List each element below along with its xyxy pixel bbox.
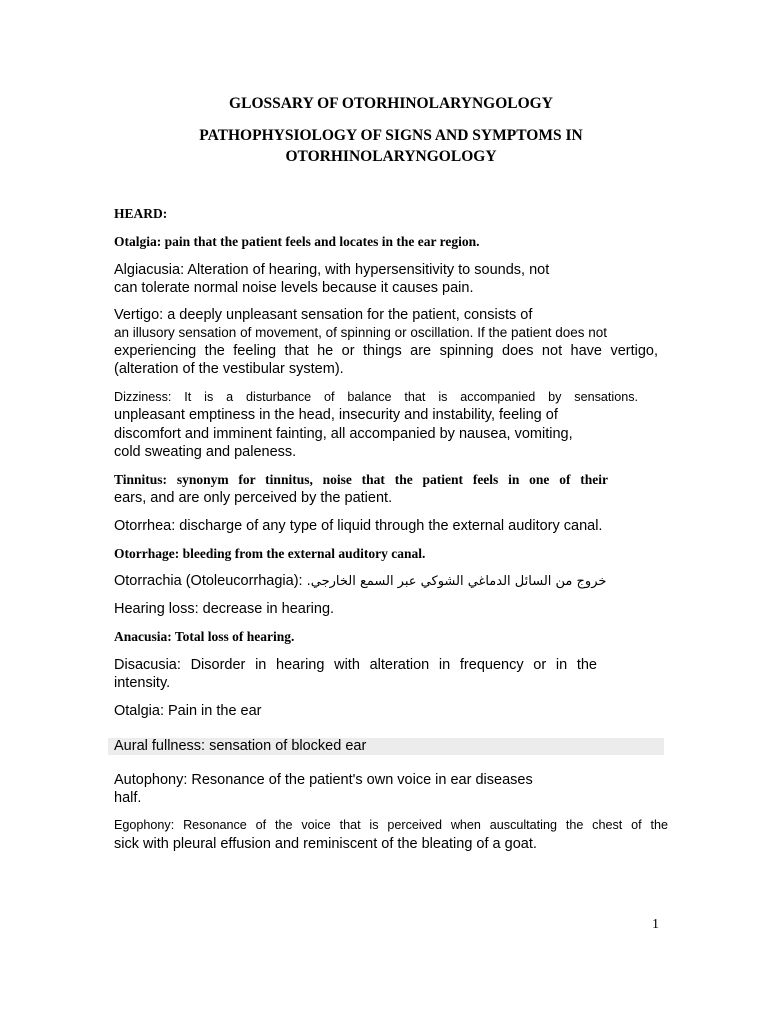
entry-algiacusia-line-2: can tolerate normal noise levels because it causes pain.: [114, 280, 474, 296]
entry-otorrhea: Otorrhea: discharge of any type of liquid through the external auditory canal.: [114, 518, 603, 534]
entry-aural-fullness: Aural fullness: sensation of blocked ear: [114, 738, 367, 754]
document-subtitle-line-1: PATHOPHYSIOLOGY OF SIGNS AND SYMPTOMS IN: [199, 127, 583, 144]
entry-vertigo-line-2: an illusory sensation of movement, of spinning or oscillation. If the patient does not: [114, 325, 608, 340]
entry-otalgia-2: Otalgia: Pain in the ear: [114, 703, 262, 719]
document-title: GLOSSARY OF OTORHINOLARYNGOLOGY: [229, 95, 553, 112]
entry-vertigo-line-3: experiencing the feeling that he or things are spinning does not have vertigo,: [114, 343, 658, 359]
section-heading: HEARD:: [114, 206, 168, 221]
otorrachia-label: Otorrachia (Otoleucorrhagia):: [114, 573, 303, 589]
entry-dizziness-line-2: unpleasant emptiness in the head, insecurity and instability, feeling of: [114, 407, 558, 423]
entry-hearing-loss: Hearing loss: decrease in hearing.: [114, 601, 335, 617]
entry-otorrhage: Otorrhage: bleeding from the external auditory canal.: [114, 546, 426, 561]
entry-otalgia: Otalgia: pain that the patient feels and locates in the ear region.: [114, 234, 480, 249]
entry-disacusia-line-2: intensity.: [114, 675, 171, 691]
entry-egophony-line-1: Egophony: Resonance of the voice that is perceived when auscultating the chest of the: [114, 818, 668, 832]
entry-autophony-line-2: half.: [114, 790, 142, 806]
entry-dizziness-line-3: discomfort and imminent fainting, all accompanied by nausea, vomiting,: [114, 426, 573, 442]
document-subtitle-line-2: OTORHINOLARYNGOLOGY: [285, 148, 497, 165]
entry-otorrachia: [114, 572, 606, 591]
entry-tinnitus-line-2: ears, and are only perceived by the patient.: [114, 490, 393, 506]
entry-autophony-line-1: Autophony: Resonance of the patient's own voice in ear diseases: [114, 772, 533, 788]
entry-egophony-line-2: sick with pleural effusion and reminiscent of the bleating of a goat.: [114, 836, 537, 852]
entry-algiacusia-line-1: Algiacusia: Alteration of hearing, with hypersensitivity to sounds, not: [114, 262, 550, 278]
entry-vertigo-line-4: (alteration of the vestibular system).: [114, 361, 344, 377]
otorrachia-arabic-text: خروج من السائل الدماغي الشوكي عبر السمع الخارجي.: [306, 574, 607, 589]
entry-anacusia: Anacusia: Total loss of hearing.: [114, 629, 295, 644]
entry-dizziness-line-1: Dizziness: It is a disturbance of balance that is accompanied by sensations.: [114, 390, 638, 404]
entry-vertigo-line-1: Vertigo: a deeply unpleasant sensation for the patient, consists of: [114, 307, 533, 323]
page-number: 1: [652, 917, 659, 932]
entry-disacusia-line-1: Disacusia: Disorder in hearing with alteration in frequency or in the: [114, 657, 597, 673]
entry-tinnitus-line-1: Tinnitus: synonym for tinnitus, noise that the patient feels in one of their: [114, 472, 608, 487]
entry-dizziness-line-4: cold sweating and paleness.: [114, 444, 297, 460]
